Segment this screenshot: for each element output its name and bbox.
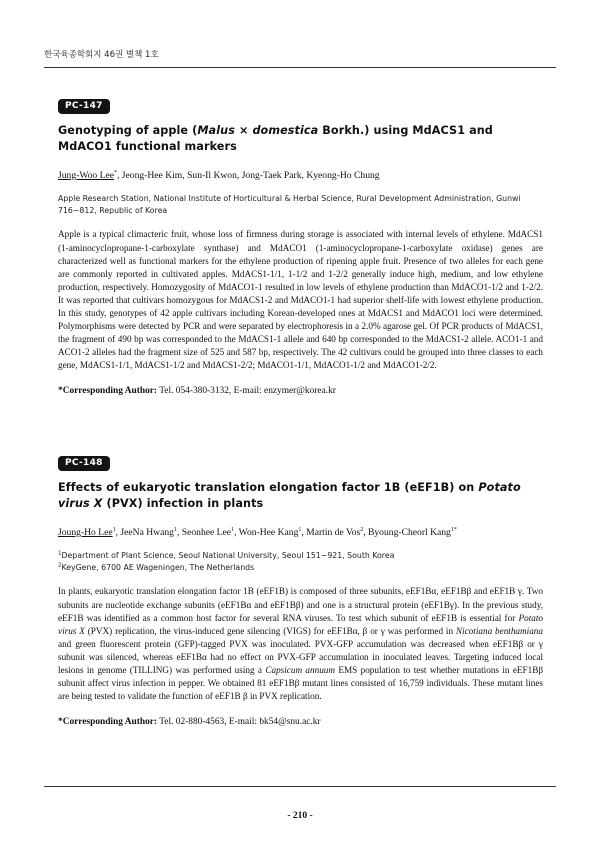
journal-header: 한국육종학회지 46권 별책 1호 <box>44 50 159 60</box>
abstract-pc-147 <box>58 95 543 396</box>
author-affiliation-mark: * <box>113 169 117 176</box>
affiliation-line <box>58 193 543 217</box>
corresponding-author <box>58 386 543 396</box>
author-list: Joung-Ho Lee$^1$, JeeNa Hwang$^1$, Seonhee Lee$^1$, Won-Hee Kang$^1$, Martin de Vos$^2$, Byoung-Cheorl Kang$^{1*}$ <box>58 526 457 538</box>
presenting-author-name: Jung-Woo Lee <box>58 170 114 181</box>
author-list: Jung-Woo Lee*, Jeong-Hee Kim, Sun-Il Kwon, Jong-Taek Park, Kyeong-Ho Chung <box>58 169 380 181</box>
author-affiliation-mark: 2 <box>360 526 364 533</box>
affiliation-text: KeyGene, 6700 AE Wageningen, The Netherlands <box>61 563 255 573</box>
corresponding-author <box>58 717 543 727</box>
affiliation-list <box>58 550 543 574</box>
author-affiliation-mark: 1 <box>173 526 177 533</box>
footer-divider <box>44 786 556 787</box>
author-affiliation-mark: 1* <box>450 526 457 533</box>
text-run: Genotyping of apple ( <box>58 124 198 137</box>
text-run: and green fluorescent protein (GFP)-tagged PVX was inoculated. PVX-GFP accumulation was decreased when eEF1Bβ or γ subunit was silenced, whereas eEF1Bα had no effect on PVX-GFP accumulation in inoculated leaves. Targeting induced local lesions in genome (TILLING) was performed using a <box>58 638 543 675</box>
author-name: Byoung-Cheorl Kang <box>367 527 451 538</box>
abstract-title <box>58 123 543 154</box>
abstract-title <box>58 480 543 511</box>
page-number: - 210 - <box>287 811 313 821</box>
abstract-pc-148 <box>58 452 543 727</box>
italic-text-run: Potato virus X <box>58 481 521 510</box>
italic-text-run: Malus <box>197 124 235 137</box>
italic-text-run: Potato virus X <box>58 612 543 636</box>
text-run: Borkh.) using MdACS1 and MdACO1 functional markers <box>58 124 493 153</box>
italic-text-run: domestica <box>252 124 319 137</box>
author-name: Seonhee Lee <box>181 527 232 538</box>
corresponding-label: *Corresponding Author: <box>58 717 158 728</box>
abstract-body <box>58 585 543 703</box>
author-affiliation-mark: 1 <box>231 526 235 533</box>
author-affiliation-mark: 1 <box>298 526 302 533</box>
text-run: (PVX) infection in plants <box>102 496 264 510</box>
author-name: Jong-Taek Park <box>241 170 302 181</box>
abstract-id-badge: PC-148 <box>58 456 110 471</box>
header-divider <box>44 67 556 68</box>
presenting-author-name: Joung-Ho Lee <box>58 527 113 538</box>
author-name: JeeNa Hwang <box>120 527 174 538</box>
corresponding-label: *Corresponding Author: <box>58 386 158 397</box>
affiliation-mark: 2 <box>58 562 62 569</box>
abstract-body <box>58 228 543 372</box>
affiliation-list <box>58 193 543 217</box>
italic-text-run: Nicotiana benthamiana <box>455 625 543 636</box>
author-name: Sun-Il Kwon <box>187 170 237 181</box>
text-run: Effects of eukaryotic translation elongation factor 1B (eEF1B) on <box>58 481 479 494</box>
author-name: Jeong-Hee Kim <box>121 170 183 181</box>
corresponding-contact: Tel. 02-880-4563, E-mail: bk54@snu.ac.kr <box>157 717 321 728</box>
author-name: Won-Hee Kang <box>238 527 299 538</box>
affiliation-text: Department of Plant Science, Seoul National University, Seoul 151−921, South Korea <box>61 551 395 560</box>
text-run: Apple is a typical climacteric fruit, whose loss of firmness during storage is associated with internal levels of ethylene. MdACS1 (1-aminocyclopropane-1-carboxylate synthase) and MdACO1 (1-aminocyclopropane-1-carboxylate oxidase) genes are characterized well as functional markers for the ethylene production of ripening apple fruit. Presence of two alleles for each gene are commonly reported in cultivated apples. MdACS1-1/1, 1-1/2 and 1-2/2 generally induce high, medium, and low ethylene production, respectively. Homozygosity of MdACO1-1 resulted in low levels of ethylene production than MdACO1-1/2 and 1-2/2. It was reported that cultivars homozygous for MdACS1-2 and MdACO1-1 had superior shelf-life with lowest ethylene production. In this study, genotypes of 42 apple cultivars including Korean-developed ones at MdACS1 and MdACO1 loci were determined. Polymorphisms were detected by PCR and were separated by electrophoresis in a 2.0% agarose gel. Of PCR products of MdACS1, the fragment of 490 bp was corresponded to the MdACS1-1 allele and 640 bp corresponded to the MdACS1-2 allele. ACO1-1 and ACO1-2 alleles had the fragment size of 525 and 587 bp, respectively. The 42 cultivars could be grouped into three classes to each gene, MdACS1-1/1, MdACS1-1/2 and MdACS1-2/2; MdACO1-1/1, MdACO1-1/2 and MdACO1-2/2. <box>58 229 543 371</box>
affiliation-text: Apple Research Station, National Institute of Horticultural & Herbal Science, Rural Development Administration, Gunwi 716−812, Republic of Korea <box>58 194 521 216</box>
affiliation-line <box>58 562 543 574</box>
text-run: × <box>234 124 253 137</box>
author-name: Martin de Vos <box>306 527 361 538</box>
affiliation-mark: 1 <box>58 550 62 557</box>
text-run: EMS population to test whether mutations in eEF1Bβ subunit affect virus infection in pepper. We obtained 81 eEF1Bβ mutant lines consisted of 16,759 individuals. These mutant lines are being tested to validate the function of eEF1B β in PVX replication. <box>58 664 544 702</box>
italic-text-run: Capsicum annuum <box>265 664 336 675</box>
affiliation-line <box>58 550 543 562</box>
author-affiliation-mark: 1 <box>112 526 116 533</box>
corresponding-contact: Tel. 054-380-3132, E-mail: enzymer@korea.kr <box>157 386 336 397</box>
text-run: In plants, eukaryotic translation elongation factor 1B (eEF1B) is composed of three subunits, eEF1Bα, eEF1Bβ and eEF1B γ. Two subunits are nucleotide exchange subunits (eEF1Bα and eEF1Bβ) and one is a structural protein (eEF1Bγ). In the previous study, eEF1B was identified as a common host factor for several RNA viruses. To test which subunit of eEF1B is essential for <box>58 586 543 623</box>
text-run: (PVX) replication, the virus-induced gene silencing (VIGS) for eEF1Bα, β or γ was performed in <box>84 625 456 636</box>
abstract-id-badge: PC-147 <box>58 99 110 114</box>
author-name: Kyeong-Ho Chung <box>306 170 380 181</box>
